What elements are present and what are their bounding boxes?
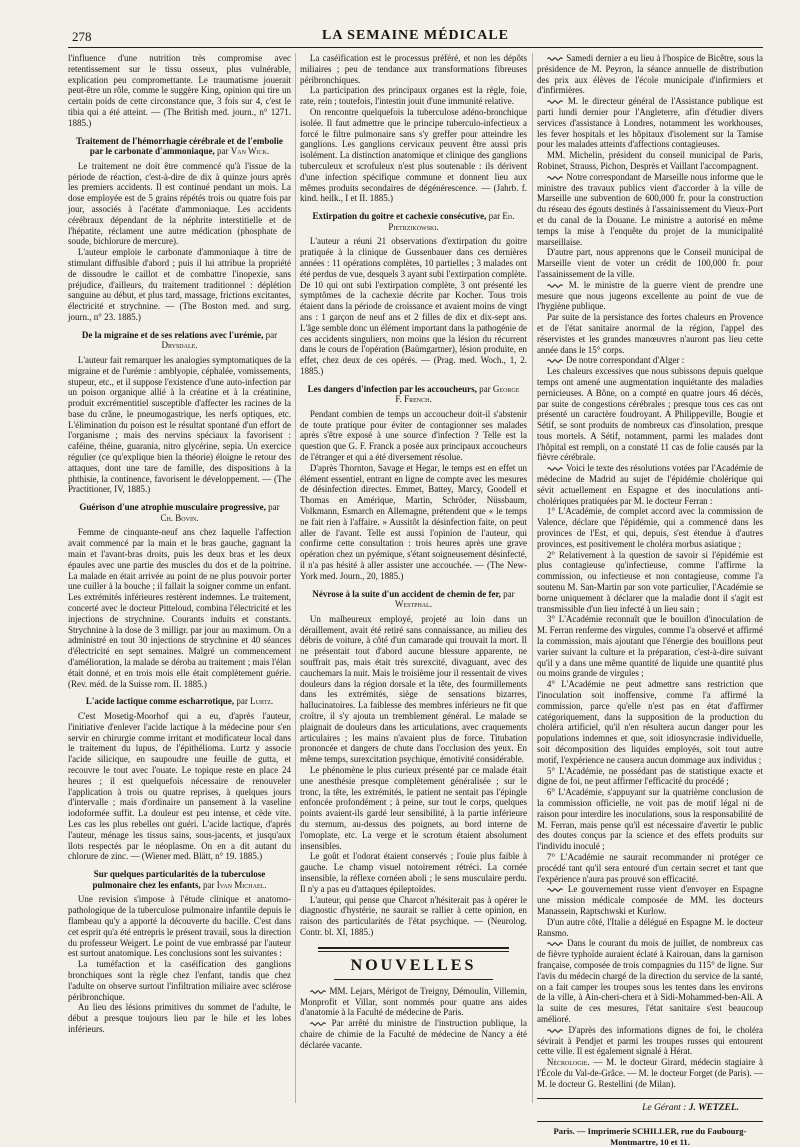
paragraph: 2° Relativement à la question de savoir si l'épidémie est plus contagieuse qu'infectieuse, comme l'affirme la commission, ou infectieuse et non contagieuse, comme l'a soutenu M. San-Martin par son vote particulier, l'Académie se borne uniquement à déclarer que la maladie dont il s'agit est transmissible d'un lieu infecté à un lieu sain ;: [537, 550, 763, 615]
author-name: Ivan Michael.: [217, 880, 267, 890]
paragraph: La participation des principaux organes est la règle, foie, rate, rein ; toutefois, l'intestin jouit d'une immunité relative.: [300, 85, 527, 107]
paragraph: L'auteur emploie le carbonate d'ammoniaque à titre de stimulant diffusible d'abord ; puis il lui attribue la propriété de dissoudre le caillot et de combattre l'inopexie, sans préjudice, d'ailleurs, du traitement traditionnel : déplétion sanguine au début, et plus tard, massage, frictions excitantes, électricité et strychnine. — (The Boston med. and surg. journ., n° 23. 1885.): [68, 247, 291, 323]
author-prefix: par: [236, 696, 248, 706]
paragraph: 6° L'Académie, s'appuyant sur la quatrième conclusion de la commission officielle, ne voit pas de motif légal ni de raison pour interdire les inoculations, sous la responsabilité de M. Ferran, mais pense qu'il est nécessaire d'avertir le public des doutes conçus par la science et des effets produits sur l'individu inoculé ;: [537, 787, 763, 852]
news-text: De notre correspondant d'Alger :: [566, 355, 684, 365]
news-wave-icon: [310, 1021, 327, 1027]
news-text: Notre correspondant de Marseille nous informe que le ministre des travaux publics vient d'accorder à la ville de Marseille une subvention de 600,000 fr. pour la construction du réseau des égouts destinés à l'assainissement du Vieux-Port et du canal de la Douane. Le ministre a autorisé en même temps la mise à l'enquête du projet de la municipalité marseillaise.: [537, 172, 763, 247]
footer-rule: [537, 1098, 763, 1099]
news-text: M. le directeur général de l'Assistance publique est parti lundi dernier pour l'Angleterre, afin d'étudier divers services d'assistance à Londres, notamment les workhouses, les fever hospitals et les hôpitaux d'isolement sur la Tamise pour les malades atteints d'affections contagieuses.: [537, 96, 763, 149]
author-name: Ch. Bovin.: [160, 513, 198, 523]
paragraph: Un malheureux employé, projeté au loin dans un déraillement, avait été retiré sans connaissance, au milieu des débris de voiture, à côté d'un camarade qui trouvait la mort. Il ne présentait tout d'abord aucune blessure apparente, ne souffrait pas, mais était très surexcité, divaguant, avec des cauchemars la nuit. Mais le troisième jour il ressentait de vives douleurs dans la région dorsale et la tête, des fourmillements dans les extrémités, siège de sensations bizarres, hallucinatoires. La faiblesse des membres inférieurs ne fit que croître, il s'y ajouta un tremblement général. Le malade se plaignait de douleurs dans les articulations, avec craquements articulaires ; les mains n'avaient plus de force. Titubation prononcée et dangers de chute dans l'occlusion des yeux. En même temps, surexcitation psychique, émotivité considérable.: [300, 614, 527, 765]
column-middle: [300, 53, 527, 1051]
printer-imprint: Paris. — Imprimerie SCHILLER, rue du Faubourg-Montmartre, 10 et 11.: [537, 1126, 763, 1147]
news-item: [537, 53, 763, 96]
news-wave-icon: [310, 989, 327, 995]
paragraph: Au lieu des lésions primitives du sommet de l'adulte, le début a presque toujours lieu par le hile et les lobes inférieurs.: [68, 1002, 291, 1034]
author-name: Drysdale.: [161, 340, 197, 350]
paragraph: 5° L'Académie, ne possédant pas de statistique exacte et digne de foi, ne peut affirmer l'efficacité du procédé ;: [537, 766, 763, 788]
author-name: Westphal.: [395, 599, 432, 609]
news-wave-icon: [547, 358, 564, 364]
paragraph: Pendant combien de temps un accoucheur doit-il s'abstenir de toute pratique pour éviter de contagionner ses malades après s'être exposé à une source d'infection ? Telle est la question que G. F. Franck a posée aux principaux accoucheurs de l'étranger et qui a été diversement résolue.: [300, 409, 527, 463]
news-item: [537, 96, 763, 150]
paragraph: La tuméfaction et la caséification des ganglions bronchiques sont la règle chez l'enfant, tandis que chez l'adulte on observe surtout l'infiltration miliaire avec sclérose péribronchique.: [68, 959, 291, 1002]
paragraph: Le phénomène le plus curieux présenté par ce malade était une anesthésie presque complètement généralisée ; sur le tronc, la tête, les extrémités, le patient ne sentait pas l'épingle enfoncée profondément ; à peine, sur tout le corps, quelques points avaient-ils gardé leur sensibilité, à la partie inférieure du sternum, au-dessus des poignets, au bord interne de l'omoplate, etc. La verge et le scrotum étaient absolument insensibles.: [300, 765, 527, 851]
heading-rule: [334, 979, 493, 980]
paragraph: D'après Thornton, Savage et Hegar, le temps est en effet un élément essentiel, entrant en ligne de compte avec les mesures de désinfection directes. Emmet, Battey, Marcy, Goodell et Thomas en Amérique, Martin, Schröder, Nüssbaum, Volkmann, Esmarch en Allemagne, prétendent que « le temps ne fait rien à l'affaire. » Aussitôt la désinfection faite, on peut aller de l'avant. Telle est aussi l'opinion de l'auteur, qui confirme cette consultation : trois heures après une grave opération chez un pyémique, s'étant soigneusement désinfecté, il n'a pas hésité à aller assister une accouchée. — (The New-York med. Journ., 20, 1885.): [300, 463, 527, 582]
paragraph: La caséification est le processus préféré, et non les dépôts miliaires ; peu de tendance aux transformations fibreuses péribronchiques.: [300, 53, 527, 85]
news-text: Samedi dernier a eu lieu à l'hospice de Bicêtre, sous la présidence de M. Peyron, la séance annuelle de distribution des prix aux élèves de l'école municipale d'infirmiers et d'infirmières.: [537, 53, 763, 95]
news-item: [537, 1025, 763, 1057]
article-title: [306, 211, 521, 232]
gerant-name: J. WETZEL.: [689, 1103, 739, 1113]
author-prefix: par: [503, 589, 515, 599]
obituary-text: — M. le docteur Girard, médecin stagiaire à l'École du Val-de-Grâce. — M. le docteur Forget (de Paris). — M. le docteur G. Restellini (de Milan).: [537, 1057, 763, 1089]
page-number: 278: [72, 29, 92, 45]
article-title: [74, 330, 285, 351]
obituary-label: Nécrologie.: [547, 1057, 590, 1067]
news-text: Dans le courant du mois de juillet, de nombreux cas de fièvre typhoïde auraient éclaté à Kairouan, dans la garnison française, composée de trois compagnies du 115° de ligne. Sur l'avis du médecin chargé de la direction du service de la santé, on a fait camper les troupes sous les tentes dans les environs de la ville, à Ain-cheri-chera et à Sidi-Mohammed-ben-Ali. A la suite de ces mesures, l'état sanitaire s'est beaucoup amélioré.: [537, 938, 763, 1024]
news-item: [537, 172, 763, 248]
page-footer: [537, 1098, 763, 1147]
paragraph: D'un autre côté, l'Italie a délégué en Espagne M. le docteur Ransmo.: [537, 917, 763, 939]
news-wave-icon: [547, 1028, 564, 1034]
article-title: [74, 696, 285, 707]
paragraph: On rencontre quelquefois la tuberculose adéno-bronchique isolée. Il faut admettre que le principe tuberculo-infectieux a forcé le filtre pulmonaire sans s'y greffer pour atteindre les ganglions. Les ganglions cervicaux peuvent être aussi pris isolément. La distinction anatomique et clinique des ganglions tuberculeux et scrofuleux n'est plus soutenable : ils dérivent d'une infection spécifique commune et donnent lieu aux mêmes produits secondaires de dégénérescence. — (Jahrb. f. kind. heilk., I et II. 1885.): [300, 107, 527, 204]
author-prefix: par: [217, 146, 229, 156]
news-text: Le gouvernement russe vient d'envoyer en Espagne une mission médicale composée de MM. les docteurs Manassein, Raptschwski et Kurlow.: [537, 884, 763, 916]
paragraph: Une revision s'impose à l'étude clinique et anatomo-pathologique de la tuberculose pulmonaire infantile depuis le flambeau qu'y a apporté la découverte du bacille. C'est dans cet esprit qu'a été entrepris le présent travail, sous la direction du professeur Weigert. Le point de vue embrassé par l'auteur est surtout anatomique. Les conclusions sont les suivantes :: [68, 894, 291, 959]
column-left: [68, 53, 291, 1035]
article-title: [74, 136, 285, 157]
article-title: [306, 589, 521, 610]
article-title-text: De la migraine et de ses relations avec l'urémie,: [82, 330, 264, 340]
news-text: Voici le texte des résolutions votées par l'Académie de médecine de Madrid au sujet de l'épidémie cholérique qui sévit actuellement en Espagne et des inoculations anti-cholériques pratiquées par M. le docteur Ferran :: [537, 463, 763, 505]
section-heading-block: [300, 947, 527, 980]
news-wave-icon: [547, 56, 564, 62]
author-name: Van Wick.: [231, 146, 269, 156]
news-item: [537, 938, 763, 1024]
column-divider: [532, 53, 533, 1103]
paragraph: D'autre part, nous apprenons que le Conseil municipal de Marseille vient de voter un crédit de 100,000 fr. pour l'assainissement de la ville.: [537, 247, 763, 279]
article-title-text: Guérison d'une atrophie musculaire progressive,: [79, 502, 266, 512]
news-item: [537, 355, 763, 366]
header-rule: [68, 47, 763, 48]
paragraph: l'influence d'une nutrition très compromise avec retentissement sur le tissu osseux, plus vulnérable, explication peu compromettante. Le traumatisme jouerait peut-être un rôle, comme le suggère King, opinion qui tire un certain poids de cette circonstance que, 3 fois sur 4, c'est le tibia qui a été atteint. — (The British med. journ., n° 1271. 1885.): [68, 53, 291, 129]
news-wave-icon: [547, 175, 564, 181]
article-title-text: Les dangers d'infection par les accoucheurs,: [308, 384, 477, 394]
paragraph: L'auteur fait remarquer les analogies symptomatiques de la migraine et de l'urémie : amblyopie, céphalée, vomissements, stupeur, etc., et il suppose l'existence d'une auto-infection par un poison organique allié à la créatine et à la créatinine, produit excrémentitiel susceptible d'affecter les racines de la base du crâne, le pneumogastrique, les nerfs optiques, etc. L'élimination du poison est le résultat spontané d'un effort de l'organisme ; mais des nervins spéciaux la favorisent : caféine, théine, guarania, nitro glycérine, sepia. Un exercice régulier (ce qu'explique bien la théorie) éloigne le retour des attaques, dont une tare de famille, des dispositions à la phthisie, la continence, favorisent le développement. — (The Practitioner, IV, 1885.): [68, 355, 291, 495]
page-header: [68, 24, 763, 46]
news-wave-icon: [547, 283, 564, 289]
article-title-text: Sur quelques particularités de la tuberculose pulmonaire chez les enfants,: [92, 869, 265, 890]
paragraph: Le traitement ne doit être commencé qu'à l'issue de la période de réaction, c'est-à-dire de dix à quinze jours après les premiers accidents. Il est continué pendant un mois. La dose employée est de 5 grains répétés trois ou quatre fois par jour, associés à l'acétate d'ammoniaque. Les accidents cérébraux dépendant de la néphrite interstitielle et de l'hépatite, réclament une autre médication (phosphate de soude, bichlorure de mercure).: [68, 161, 291, 247]
obituary-paragraph: [537, 1057, 763, 1089]
paragraph: Par suite de la persistance des fortes chaleurs en Provence et de l'état sanitaire anormal de la région, l'appel des réservistes et les grandes manœuvres n'auront pas lieu cette année dans le 15° corps.: [537, 312, 763, 355]
section-heading: NOUVELLES: [300, 957, 527, 975]
article-title: [74, 502, 285, 523]
news-item: [300, 1018, 527, 1050]
news-wave-icon: [547, 887, 564, 893]
author-name: Ed. Pietrzikowski.: [388, 211, 514, 232]
paragraph: Femme de cinquante-neuf ans chez laquelle l'affection avait commencé par la main et le bras gauche, gagnant la main et l'avant-bras droits, puis les deux bras et les deux épaules avec une partie des muscles du dos et de la poitrine. La malade en était arrivée au point de ne plus pouvoir porter une cuiller à la bouche ; il fallait la soigner comme un enfant. Les extrémités inférieures restèrent indemnes. Le traitement, concerté avec le docteur Pitteloud, combina l'électricité et les injections de strychnine. Courants induits et constants. Strychnine à la dose de 3 milligr. par jour au maximum. On a administré en tout 30 injections de strychnine et 40 séances d'électricité en sept semaines. Malgré un commencement d'amélioration, la malade se déroba au traitement ; mais l'élan était donné, et en trois mois elle était complètement guérie. (Rev. méd. de la Suisse rom. II. 1885.): [68, 527, 291, 689]
author-prefix: par: [203, 880, 215, 890]
article-title: [74, 869, 285, 890]
news-wave-icon: [547, 466, 564, 472]
news-item: [537, 463, 763, 506]
news-item: [537, 280, 763, 312]
news-text: MM. Lejars, Mérigot de Treigny, Démoulin, Villemin, Monprofit et Villar, sont nommés pour quatre ans aides d'anatomie à la Faculté de médecine de Paris.: [300, 986, 527, 1018]
paragraph: 1° L'Académie, de complet accord avec la commission de Valence, déclare que l'épidémie, qui a commencé dans les provinces de l'Est, et qui, depuis, s'est étendue à d'autres provinces, est positivement le choléra morbus asiatique ;: [537, 506, 763, 549]
paragraph: MM. Michelin, président du conseil municipal de Paris, Robinet, Strauss, Pichon, Desprès et Vaillant l'accompagnent.: [537, 150, 763, 172]
news-text: D'après des informations dignes de foi, le choléra sévirait à Pendjet et parmi les troupes russes qui entourent cette ville. Il est également signalé à Hérat.: [537, 1025, 763, 1057]
article-title-text: Névrose à la suite d'un accident de chemin de fer,: [312, 589, 501, 599]
column-right: [537, 53, 763, 1147]
paragraph: Les chaleurs excessives que nous subissons depuis quelque temps ont amené une augmentation inquiétante des maladies pernicieuses. A Bône, on a compté en quatre jours 46 décès, par suite de congestions cérébrales ; presque tous ces cas ont présenté un caractère foudroyant. A Philippeville, Bougie et Sétif, se sont produits de nombreux cas d'insolation, presque tous mortels. A Sétif, notamment, parmi les malades dont l'hôpital est rempli, on a constaté 11 cas de folie causés par la fièvre cérébrale.: [537, 366, 763, 463]
article-title-text: Traitement de l'hémorrhagie cérébrale et de l'embolie par le carbonate d'ammoniaque,: [76, 136, 283, 157]
author-name: George F. French.: [395, 384, 519, 405]
paragraph: Le goût et l'odorat étaient conservés ; l'ouïe plus faible à gauche. Le champ visuel notoirement rétréci. La cornée insensible, la réflexe cornéen aboli ; le sens musculaire perdu. Il n'y a pas eu d'attaques épileptoïdes.: [300, 851, 527, 894]
journal-title: LA SEMAINE MÉDICALE: [68, 28, 763, 44]
news-text: M. le ministre de la guerre vient de prendre une mesure que nous jugeons excellente au point de vue de l'hygiène publique.: [537, 280, 763, 312]
gerant-label: Le Gérant :: [642, 1103, 686, 1113]
paragraph: 4° L'Académie ne peut admettre sans restriction que l'inoculation soit inoffensive, comme l'a affirmé la commission, parce qu'elle n'est pas en état d'affirmer catégoriquement, dans la supposition de la production du choléra artificiel, qu'il n'en résultera aucun danger pour les populations indemnes et que, soit idiosyncrasie individuelle, soit décomposition des liquides employés, soit tout autre motif, l'expérience ne causera aucun dommage aux individus ;: [537, 679, 763, 765]
gerant-line: [537, 1103, 763, 1114]
author-prefix: par: [489, 211, 501, 221]
author-prefix: par: [266, 330, 278, 340]
news-item: [537, 884, 763, 916]
paragraph: L'auteur, qui pense que Charcot n'hésiterait pas à opérer le diagnostic d'hystérie, ne saurait se rallier à cette opinion, en raison des particularités de l'état psychique. — (Neurolog. Contr. bl. XI, 1885.): [300, 895, 527, 938]
author-prefix: par: [268, 502, 280, 512]
article-title-text: Extirpation du goitre et cachexie consécutive,: [313, 211, 487, 221]
news-item: [300, 986, 527, 1018]
author-prefix: par: [479, 384, 491, 394]
paragraph: C'est Mosetig-Moorhof qui a eu, d'après l'auteur, l'initiative d'enlever l'acide lactique à la médecine pour s'en servir en chirurgie comme irritant et modificateur local dans le traitement du lupus, de l'épithélioma. Lurtz y associe l'acide silicique, en saupoudre une feuille de gutta, et recouvre le tout avec l'ouate. Le topique reste en place 24 heures ; il est quelquefois nécessaire de renouveler l'application à trois ou quatre reprises, à quelques jours d'intervalle ; mais d'ordinaire un pansement à la vaseline iodoformée suffit. La douleur est peu intense, et cède vite. Les cas les plus rebelles ont guéri. L'acide lactique, d'après l'auteur, ménage les tissus sains, sous-jacents, et jusqu'aux îlots respectés par le néoplasme. On en a dit autant du chlorure de zinc. — (Wiener med. Blätt, n° 19. 1885.): [68, 711, 291, 862]
author-name: Lurtz.: [250, 696, 273, 706]
news-wave-icon: [547, 941, 564, 947]
paragraph: 3° L'Académie reconnaît que le bouillon d'inoculation de M. Ferran renferme des virgules, comme l'a observé et affirmé la commission, mais ajoutant que l'énergie des bouillons peut varier suivant la culture et la préparation, c'est-à-dire suivant qu'il y a dans une même quantité de liquide une quantité plus ou moins grande de virgules ;: [537, 614, 763, 679]
paragraph: L'auteur a réuni 21 observations d'extirpation du goitre pratiquée à la clinique de Gussenbauer dans ces dernières années : 11 opérations complètes, 10 partielles ; 3 malades ont été perdus de vue, desquels 3 ayant subi l'extirpation complète. De 10 qui ont subi l'extirpation complète, 3 ont présenté les symptômes de la cachexie décrite par Kocher. Tous trois étaient dans la période de croissance et avaient moins de vingt ans : 1 garçon de neuf ans et 2 filles de dix et dix-sept ans. L'âge semble donc un élément important dans la pathogénie de ces accidents singuliers, non moins que la lésion du récurrent dans le cours de l'opération (Baümgartner), lésion produite, en effet, chez deux de ces opérés. — (Prag. med. Woch., 1, 2. 1885.): [300, 236, 527, 376]
paragraph: 7° L'Académie ne saurait recommander ni protéger ce procédé tant qu'il sera entouré d'un certain secret et tant que l'expérience n'aura pas prouvé son efficacité.: [537, 852, 763, 884]
footer-rule: [537, 1121, 763, 1122]
news-wave-icon: [547, 99, 564, 105]
article-title: [306, 384, 521, 405]
news-text: Par arrêté du ministre de l'instruction publique, la chaire de chimie de la Faculté de médecine de Nancy a été déclarée vacante.: [300, 1018, 527, 1050]
article-title-text: L'acide lactique comme escharrotique,: [86, 696, 234, 706]
column-divider: [295, 53, 296, 1103]
heading-rule: [318, 947, 509, 952]
